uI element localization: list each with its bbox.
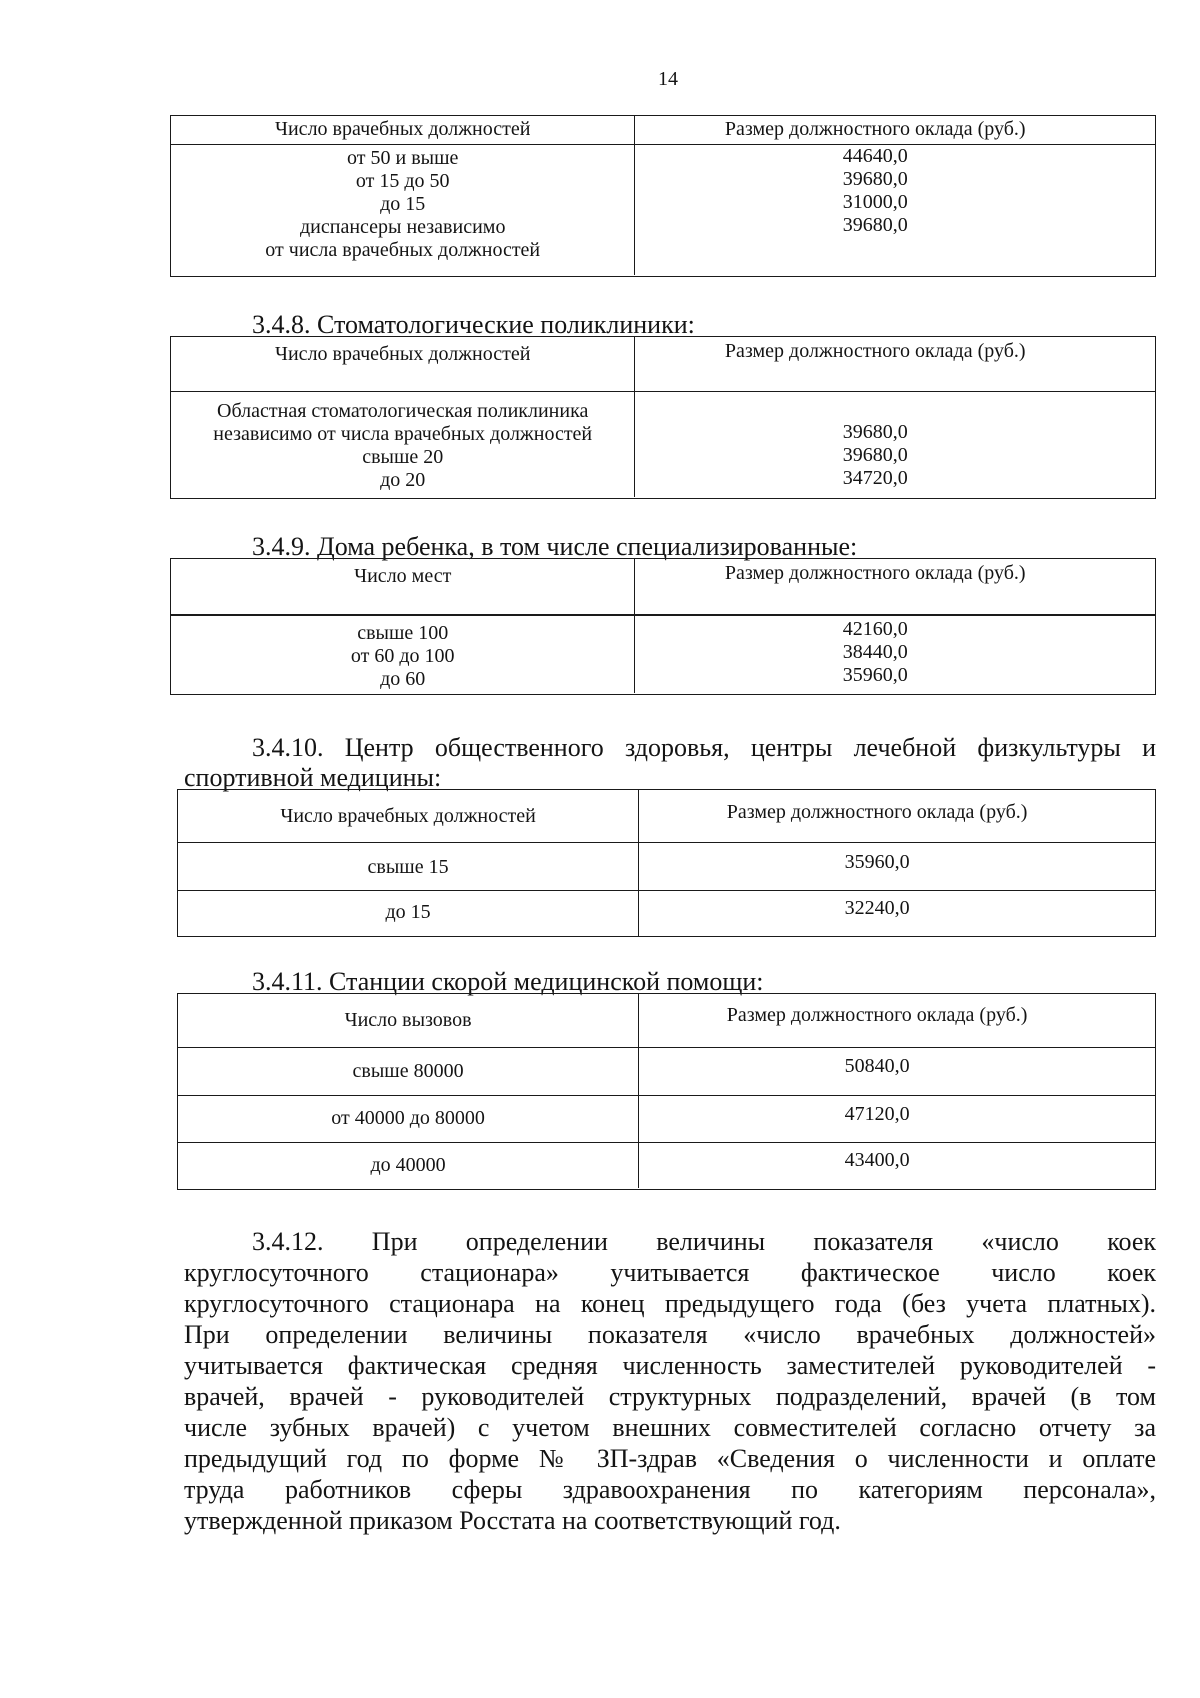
col-header-salary: Размер должностного оклада (руб.) <box>726 1004 1028 1026</box>
table-ambulance-stations <box>177 993 1156 1190</box>
paragraph-line: учитывается фактическая средняя численность заместителей руководителей - <box>184 1351 1156 1380</box>
count-cell <box>171 392 635 497</box>
list-item: Областная стоматологическая поликлиника <box>217 400 589 422</box>
salary-cell <box>635 145 1155 275</box>
col-header-salary: Размер должностного оклада (руб.) <box>724 562 1026 584</box>
table-childrens-homes <box>170 558 1156 695</box>
paragraph-line: врачей, врачей - руководителей структурных подразделений, врачей (в том <box>184 1382 1156 1411</box>
table-body-row <box>171 614 1155 693</box>
salary-cell: 43400,0 <box>844 1149 910 1171</box>
col-header-salary: Размер должностного оклада (руб.) <box>724 340 1026 362</box>
salary-value: 34720,0 <box>842 467 908 489</box>
list-item: до 15 <box>380 193 426 215</box>
salary-value: 35960,0 <box>842 664 908 686</box>
paragraph-3-4-12 <box>184 1226 1156 1536</box>
table-header-row <box>178 994 1155 1047</box>
list-item: до 20 <box>380 469 426 491</box>
salary-cell <box>635 616 1155 693</box>
table-header-row <box>178 790 1155 842</box>
salary-value: 39680,0 <box>842 444 908 466</box>
count-cell <box>171 145 635 275</box>
salary-value: 38440,0 <box>842 641 908 663</box>
list-item: свыше 20 <box>362 446 444 468</box>
count-cell: до 40000 <box>178 1143 639 1188</box>
paragraph-line: числе зубных врачей) с учетом внешних совместителей согласно отчету за <box>184 1413 1156 1442</box>
section-heading-3-4-9: 3.4.9. Дома ребенка, в том числе специализированные: <box>252 532 858 561</box>
list-item: от 60 до 100 <box>350 645 455 667</box>
col-header-salary: Размер должностного оклада (руб.) <box>724 118 1026 140</box>
salary-value: 44640,0 <box>842 145 908 167</box>
salary-cell <box>635 392 1155 497</box>
section-heading-3-4-8: 3.4.8. Стоматологические поликлиники: <box>252 310 695 339</box>
list-item: диспансеры независимо <box>299 216 506 238</box>
table-header-row <box>171 337 1155 391</box>
page-number: 14 <box>658 68 678 90</box>
salary-cell: 35960,0 <box>844 851 910 873</box>
count-cell: свыше 80000 <box>178 1048 639 1095</box>
salary-cell: 50840,0 <box>844 1055 910 1077</box>
col-header-count: Число врачебных должностей <box>178 790 639 842</box>
table-row <box>178 1095 1155 1142</box>
list-item: независимо от числа врачебных должностей <box>213 423 593 445</box>
col-header-count: Число врачебных должностей <box>171 337 635 391</box>
list-item: свыше 100 <box>357 622 449 644</box>
table-row <box>178 1047 1155 1095</box>
list-item: от 50 и выше <box>347 147 459 169</box>
table-body-row <box>171 144 1155 275</box>
table-header-row <box>171 116 1155 144</box>
col-header-count: Число вызовов <box>178 994 639 1047</box>
salary-cell: 32240,0 <box>844 897 910 919</box>
section-heading-3-4-10-line2: спортивной медицины: <box>184 763 442 792</box>
table-dental-clinics <box>170 336 1156 499</box>
col-header-salary: Размер должностного оклада (руб.) <box>726 801 1028 823</box>
paragraph-line: При определении величины показателя «число врачебных должностей» <box>184 1320 1156 1349</box>
col-header-count: Число мест <box>171 559 635 614</box>
count-cell: от 40000 до 80000 <box>178 1096 639 1142</box>
salary-value: 39680,0 <box>842 168 908 190</box>
count-cell: свыше 15 <box>178 843 639 890</box>
paragraph-line: круглосуточного стационара» учитывается фактическое число коек <box>184 1258 1156 1287</box>
list-item: от числа врачебных должностей <box>265 239 541 261</box>
count-cell <box>171 616 635 693</box>
paragraph-line: утвержденной приказом Росстата на соответствующий год. <box>184 1506 841 1535</box>
table-row <box>178 1142 1155 1188</box>
paragraph-line: предыдущий год по форме № ЗП-здрав «Сведения о численности и оплате <box>184 1444 1156 1473</box>
paragraph-line: труда работников сферы здравоохранения по категориям персонала», <box>184 1475 1156 1504</box>
section-heading-3-4-10-line1: 3.4.10. Центр общественного здоровья, центры лечебной физкультуры и <box>252 733 1156 762</box>
salary-cell: 47120,0 <box>844 1103 910 1125</box>
table-doctor-posts <box>170 115 1156 277</box>
col-header-count: Число врачебных должностей <box>171 116 635 144</box>
table-row <box>178 842 1155 890</box>
salary-value: 39680,0 <box>842 214 908 236</box>
paragraph-line: 3.4.12. При определении величины показателя «число коек <box>252 1227 1156 1256</box>
salary-value: 39680,0 <box>842 421 908 443</box>
count-cell: до 15 <box>178 891 639 936</box>
paragraph-line: круглосуточного стационара на конец предыдущего года (без учета платных). <box>184 1289 1156 1318</box>
table-body-row <box>171 391 1155 497</box>
list-item: от 15 до 50 <box>355 170 450 192</box>
list-item: до 60 <box>380 668 426 690</box>
table-health-centers <box>177 789 1156 937</box>
table-header-row <box>171 559 1155 614</box>
table-row <box>178 890 1155 936</box>
salary-value: 42160,0 <box>842 618 908 640</box>
salary-value: 31000,0 <box>842 191 908 213</box>
section-heading-3-4-11: 3.4.11. Станции скорой медицинской помощи: <box>252 967 764 996</box>
